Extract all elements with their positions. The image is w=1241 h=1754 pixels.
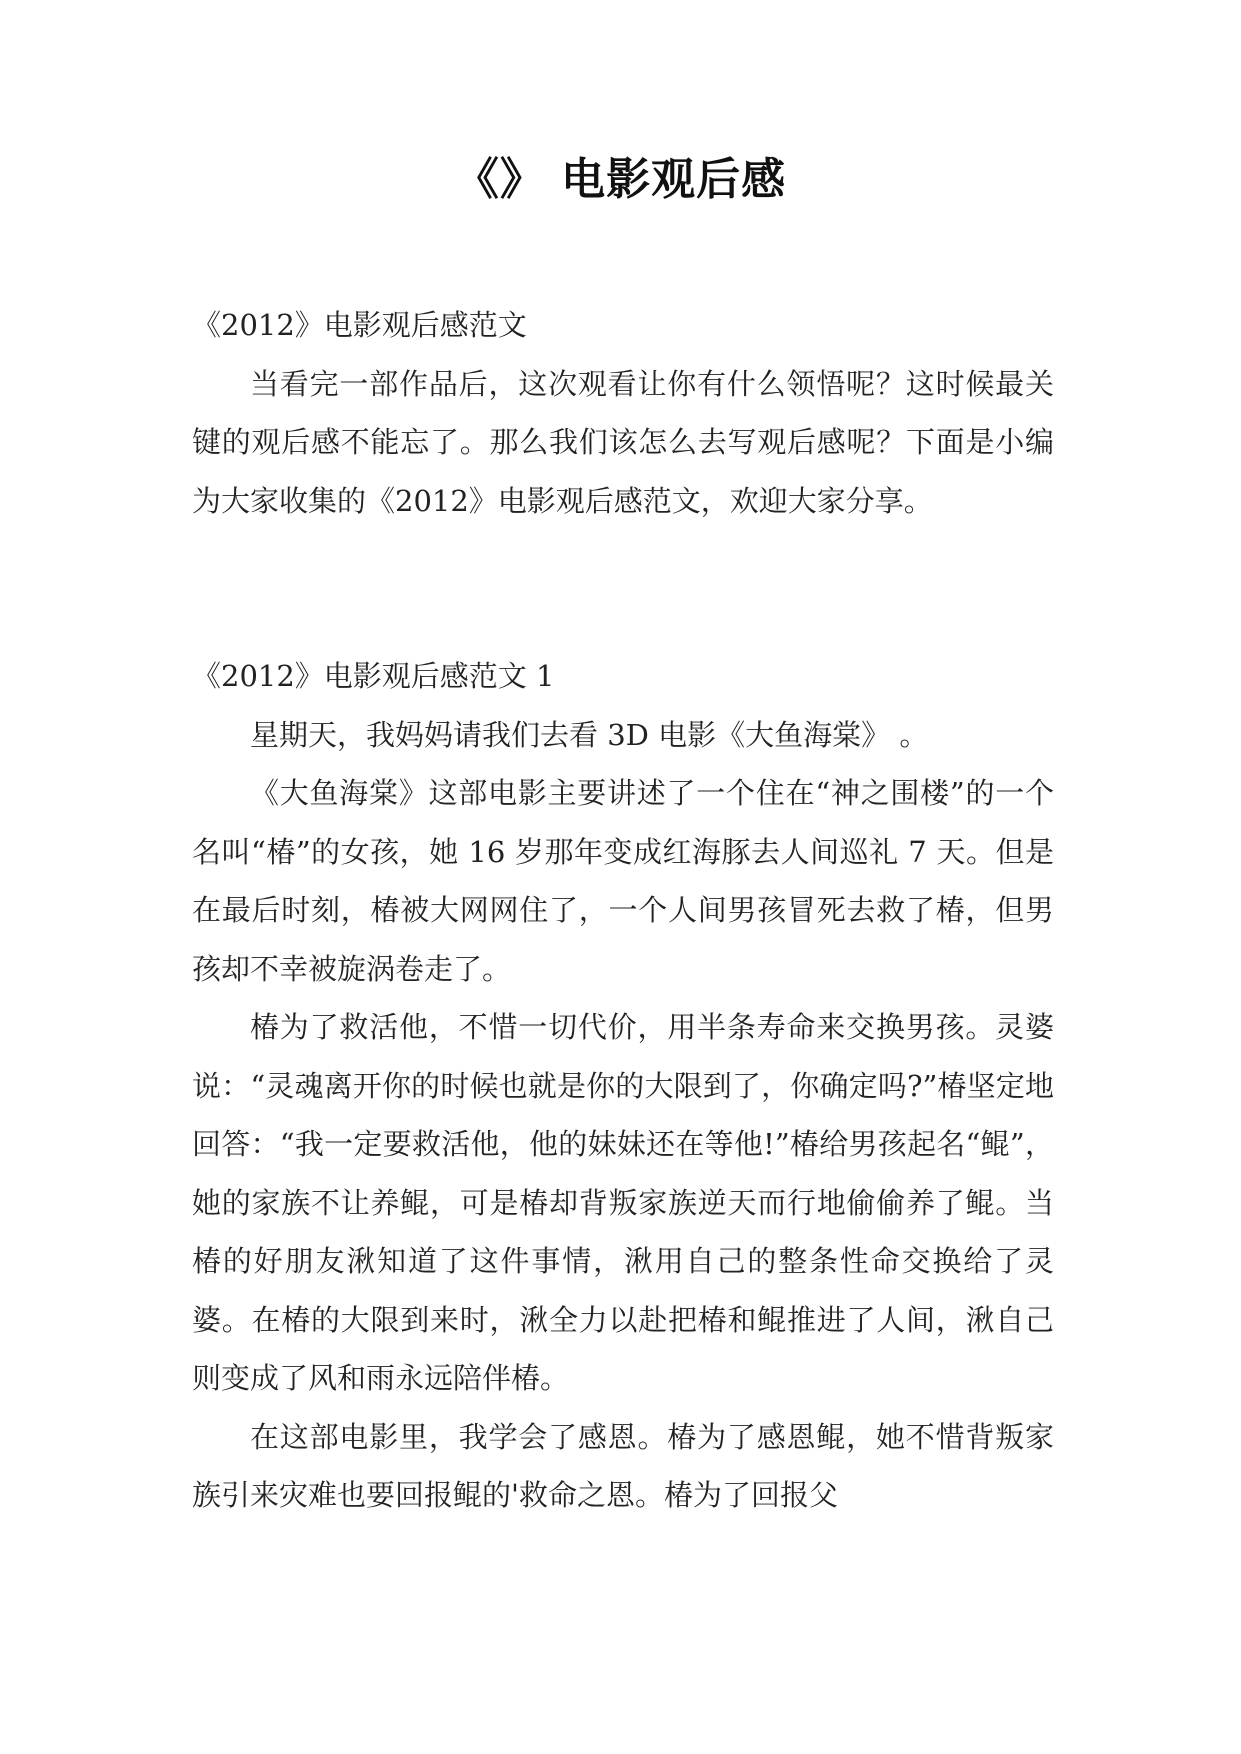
document-body — [192, 296, 1054, 1525]
section-heading: 《2012》电影观后感范文 — [192, 308, 527, 342]
body-paragraph: 星期天，我妈妈请我们去看 3D 电影《大鱼海棠》 。 — [250, 717, 929, 752]
intro-paragraph: 当看完一部作品后，这次观看让你有什么领悟呢？这时候最关键的观后感不能忘了。那么我们该怎么去写观后感呢？下面是小编为大家收集的《2012》电影观后感范文，欢迎大家分享。 — [192, 366, 1054, 518]
body-paragraph: 在这部电影里，我学会了感恩。椿为了感恩鲲，她不惜背叛家族引来灾难也要回报鲲的'救命之恩。椿为了回报父 — [192, 1419, 1054, 1512]
document-title: 《》 电影观后感 — [454, 154, 787, 205]
section-gap — [192, 530, 1054, 647]
body-paragraph: 椿为了救活他，不惜一切代价，用半条寿命来交换男孩。灵婆说：“灵魂离开你的时候也就是你的大限到了，你确定吗?”椿坚定地回答：“我一定要救活他，他的妹妹还在等他!”椿给男孩起名“鲲”，她的家族不让养鲲，可是椿却背叛家族逆天而行地偷偷养了鲲。当椿的好朋友湫知道了这件事情，湫用自己的整条性命交换给了灵婆。在椿的大限到来时，湫全力以赴把椿和鲲推进了人间，湫自己则变成了风和雨永远陪伴椿。 — [192, 1010, 1054, 1395]
body-paragraph: 《大鱼海棠》这部电影主要讲述了一个住在“神之围楼”的一个名叫“椿”的女孩，她 16 岁那年变成红海豚去人间巡礼 7 天。但是在最后时刻，椿被大网网住了，一个人间男孩冒死去救了椿，但男孩却不幸被旋涡卷走了。 — [192, 776, 1054, 986]
section-heading: 《2012》电影观后感范文 1 — [192, 659, 555, 693]
